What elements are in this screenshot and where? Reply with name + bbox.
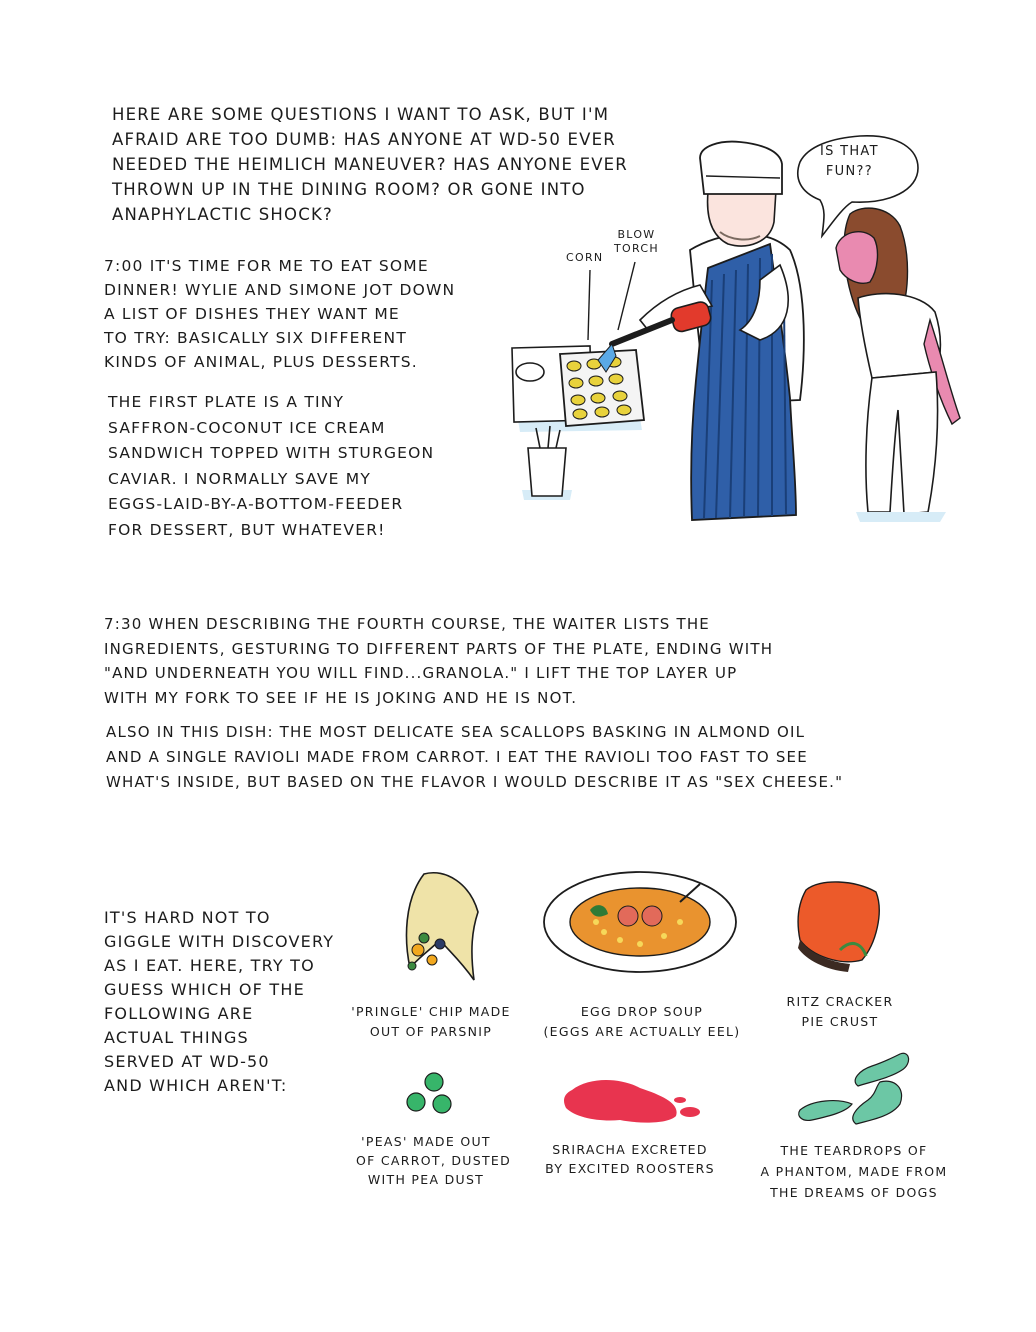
caption-ritz-line: RITZ CRACKER xyxy=(786,994,894,1009)
caption-pringle-line: OUT OF PARSNIP xyxy=(369,1024,493,1039)
caption-soup-line: EGG DROP SOUP xyxy=(580,1004,704,1019)
intro-line: ANAPHYLACTIC SHOCK? xyxy=(112,205,333,224)
peas-illustration xyxy=(407,1073,451,1113)
plate-line: EGGS-LAID-BY-A-BOTTOM-FEEDER xyxy=(108,495,404,513)
dinner-line: 7:00 IT'S TIME FOR ME TO EAT SOME xyxy=(104,257,429,275)
course-line: 7:30 WHEN DESCRIBING THE FOURTH COURSE, THE WAITER LISTS THE xyxy=(104,615,710,633)
teardrops-illustration xyxy=(799,1053,909,1124)
course-line: INGREDIENTS, GESTURING TO DIFFERENT PARTS OF THE PLATE, ENDING WITH xyxy=(104,639,774,658)
bubble-line-1: IS THAT xyxy=(820,144,879,159)
caption-peas-line: 'PEAS' MADE OUT xyxy=(361,1134,491,1149)
guess-line: IT'S HARD NOT TO xyxy=(104,908,271,927)
dish-line: ALSO IN THIS DISH: THE MOST DELICATE SEA SCALLOPS BASKING IN ALMOND OIL xyxy=(106,723,806,741)
guess-line: GUESS WHICH OF THE xyxy=(104,980,305,999)
guess-line: ACTUAL THINGS xyxy=(104,1028,249,1047)
intro-line: AFRAID ARE TOO DUMB: HAS ANYONE AT WD-50 EVER xyxy=(112,130,616,149)
dinner-line: A LIST OF DISHES THEY WANT ME xyxy=(104,305,400,323)
dinner-line: TO TRY: BASICALLY SIX DIFFERENT xyxy=(104,329,407,347)
intro-line: HERE ARE SOME QUESTIONS I WANT TO ASK, BUT I'M xyxy=(112,105,610,124)
dinner-line: DINNER! WYLIE AND SIMONE JOT DOWN xyxy=(104,281,456,299)
caption-sriracha-line: SRIRACHA EXCRETED xyxy=(552,1142,708,1157)
caption-soup-line: (EGGS ARE ACTUALLY EEL) xyxy=(543,1024,741,1039)
caption-teardrops-line: THE DREAMS OF DOGS xyxy=(770,1185,938,1200)
intro-line: THROWN UP IN THE DINING ROOM? OR GONE INTO xyxy=(112,180,586,199)
caption-teardrops xyxy=(744,1140,964,1203)
label-torch: TORCH xyxy=(614,242,659,255)
caption-teardrops-line: THE TEARDROPS OF xyxy=(780,1143,928,1158)
plate-line: SANDWICH TOPPED WITH STURGEON xyxy=(108,444,435,462)
guess-line: SERVED AT WD-50 xyxy=(104,1052,270,1071)
caption-ritz-line: PIE CRUST xyxy=(801,1014,879,1029)
guess-line: AS I EAT. HERE, TRY TO xyxy=(104,956,315,975)
caption-pringle-line: 'PRINGLE' CHIP MADE xyxy=(351,1004,511,1019)
dish-line: WHAT'S INSIDE, BUT BASED ON THE FLAVOR I WOULD DESCRIBE IT AS "SEX CHEESE." xyxy=(106,773,844,791)
label-corn: CORN xyxy=(566,251,604,264)
intro-line: NEEDED THE HEIMLICH MANEUVER? HAS ANYONE EVER xyxy=(112,155,628,174)
caption-pringle xyxy=(346,1002,516,1042)
sriracha-illustration xyxy=(564,1080,700,1123)
egg-drop-soup-illustration xyxy=(544,872,736,972)
caption-sriracha xyxy=(540,1140,720,1178)
plate-line: CAVIAR. I NORMALLY SAVE MY xyxy=(108,469,372,488)
caption-peas xyxy=(356,1132,512,1189)
plate-line: FOR DESSERT, BUT WHATEVER! xyxy=(108,520,386,539)
pringle-chip-illustration xyxy=(407,873,478,980)
bubble-line-2: FUN?? xyxy=(825,164,873,179)
plate-line: THE FIRST PLATE IS A TINY xyxy=(108,393,345,411)
guess-line: AND WHICH AREN'T: xyxy=(104,1076,288,1095)
dinner-line: KINDS OF ANIMAL, PLUS DESSERTS. xyxy=(104,353,418,371)
course-line: "AND UNDERNEATH YOU WILL FIND...GRANOLA." I LIFT THE TOP LAYER UP xyxy=(104,664,738,682)
course-line: WITH MY FORK TO SEE IF HE IS JOKING AND HE IS NOT. xyxy=(104,688,578,707)
dish-line: AND A SINGLE RAVIOLI MADE FROM CARROT. I EAT THE RAVIOLI TOO FAST TO SEE xyxy=(106,748,808,766)
ritz-cracker-illustration xyxy=(798,882,879,972)
caption-ritz xyxy=(780,992,900,1032)
caption-peas-line: OF CARROT, DUSTED xyxy=(356,1153,512,1168)
caption-sriracha-line: BY EXCITED ROOSTERS xyxy=(545,1161,715,1176)
caption-teardrops-line: A PHANTOM, MADE FROM xyxy=(760,1164,948,1179)
plate-line: SAFFRON-COCONUT ICE CREAM xyxy=(108,418,386,437)
label-blow: BLOW xyxy=(617,228,656,241)
caption-soup xyxy=(542,1002,742,1042)
guess-line: GIGGLE WITH DISCOVERY xyxy=(104,932,335,951)
caption-peas-line: WITH PEA DUST xyxy=(367,1172,485,1187)
guess-line: FOLLOWING ARE xyxy=(104,1004,254,1023)
